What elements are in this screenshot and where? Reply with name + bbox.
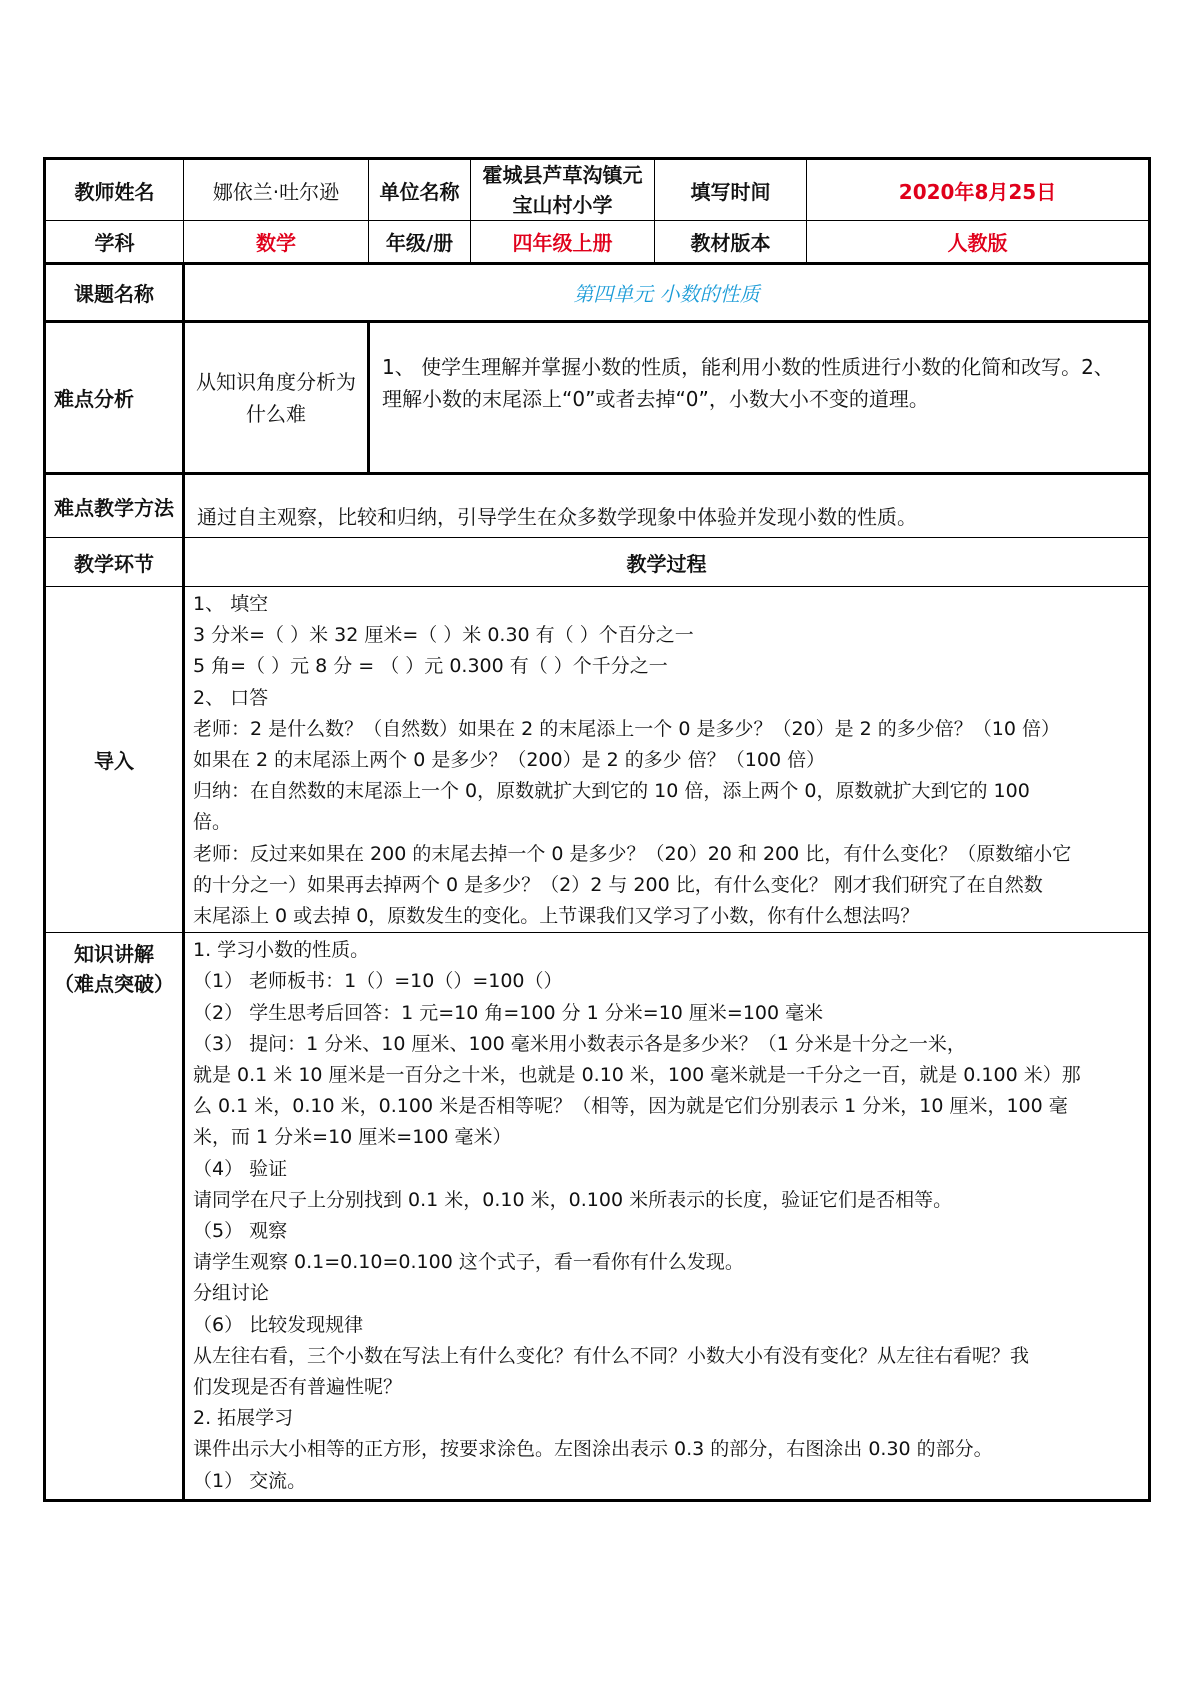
intro-line: 的十分之一）如果再去掉两个 0 是多少？（2）2 与 200 比，有什么变化？ 刚才我们研究了在自然数 bbox=[193, 873, 1043, 896]
teacher-name: 娜依兰·吐尔逊 bbox=[184, 159, 369, 221]
knowledge-line: （1） 老师板书：1（）=10（）=100（） bbox=[193, 970, 563, 993]
edition-value: 人教版 bbox=[807, 221, 1150, 264]
knowledge-line: 们发现是否有普遍性呢？ bbox=[193, 1376, 403, 1399]
knowledge-line: 分组讨论 bbox=[193, 1282, 270, 1305]
grade-value: 四年级上册 bbox=[471, 221, 655, 264]
intro-line: 倍。 bbox=[193, 811, 232, 834]
intro-line: 如果在 2 的末尾添上两个 0 是多少？（200）是 2 的多少 倍？（100 倍） bbox=[193, 749, 826, 772]
knowledge-line: （1） 交流。 bbox=[193, 1469, 307, 1492]
knowledge-line: （5） 观察 bbox=[193, 1220, 288, 1243]
method-label: 难点教学方法 bbox=[45, 474, 184, 538]
difficulty-row bbox=[45, 322, 1150, 474]
intro-line: 1、 填空 bbox=[193, 593, 269, 615]
difficulty-sublabel bbox=[184, 322, 369, 474]
knowledge-label-line1: 知识讲解 bbox=[74, 942, 154, 967]
knowledge-line: 米，而 1 分米=10 厘米=100 毫米） bbox=[193, 1126, 512, 1149]
knowledge-line: 请学生观察 0.1=0.10=0.100 这个式子，看一看你有什么发现。 bbox=[193, 1251, 744, 1274]
method-row bbox=[45, 474, 1150, 538]
knowledge-line: （3） 提问：1 分米、10 厘米、100 毫米用小数表示各是多少米？（1 分米是十分之一米， bbox=[193, 1032, 966, 1055]
subject-row bbox=[45, 221, 1150, 264]
edition-label: 教材版本 bbox=[655, 221, 807, 264]
intro-line: 末尾添上 0 或去掉 0，原数发生的变化。上节课我们又学习了小数，你有什么想法吗？ bbox=[193, 905, 920, 928]
intro-line: 老师：2 是什么数？（自然数）如果在 2 的末尾添上一个 0 是多少？（20）是 2 的多少倍？（10 倍） bbox=[193, 717, 1061, 740]
process-label: 教学过程 bbox=[184, 538, 1150, 587]
grade-label: 年级/册 bbox=[369, 221, 471, 264]
knowledge-label-line2: （难点突破） bbox=[54, 972, 174, 997]
teacher-label: 教师姓名 bbox=[45, 159, 184, 221]
process-header-row bbox=[45, 538, 1150, 587]
knowledge-line: 1. 学习小数的性质。 bbox=[193, 939, 370, 962]
lesson-plan-table bbox=[43, 157, 1151, 1502]
knowledge-line: （2） 学生思考后回答：1 元=10 角=100 分 1 分米=10 厘米=100 毫米 bbox=[193, 1001, 824, 1024]
knowledge-line: 2. 拓展学习 bbox=[193, 1407, 294, 1430]
difficulty-sublabel-line1: 从知识角度分析为 bbox=[196, 369, 356, 394]
header-row bbox=[45, 159, 1150, 221]
unit-label: 单位名称 bbox=[369, 159, 471, 221]
knowledge-line: 请同学在尺子上分别找到 0.1 米，0.10 米，0.100 米所表示的长度，验证它们是否相等。 bbox=[193, 1188, 953, 1211]
difficulty-label: 难点分析 bbox=[45, 322, 184, 474]
intro-line: 老师：反过来如果在 200 的末尾去掉一个 0 是多少？（20）20 和 200 比，有什么变化？（原数缩小它 bbox=[193, 842, 1072, 865]
intro-line: 3 分米=（ ）米 32 厘米=（ ）米 0.30 有（ ）个百分之一 bbox=[193, 624, 694, 647]
intro-label: 导入 bbox=[45, 587, 184, 933]
knowledge-line: 就是 0.1 米 10 厘米是一百分之十米，也就是 0.10 米，100 毫米就是一千分之一百，就是 0.100 米）那 bbox=[193, 1064, 1081, 1087]
knowledge-content bbox=[184, 933, 1150, 1501]
topic-row bbox=[45, 264, 1150, 322]
knowledge-line: （6） 比较发现规律 bbox=[193, 1313, 364, 1336]
intro-content bbox=[184, 587, 1150, 933]
difficulty-sublabel-line2: 什么难 bbox=[246, 401, 306, 426]
date-label: 填写时间 bbox=[655, 159, 807, 221]
knowledge-line: （4） 验证 bbox=[193, 1157, 288, 1180]
intro-line: 2、 口答 bbox=[193, 686, 269, 709]
intro-line: 5 角=（ ）元 8 分 = （ ）元 0.300 有（ ）个千分之一 bbox=[193, 655, 668, 678]
knowledge-label bbox=[45, 933, 184, 1501]
topic-label: 课题名称 bbox=[45, 264, 184, 322]
school-name-line1: 霍城县芦草沟镇元 bbox=[482, 163, 643, 187]
knowledge-row bbox=[45, 933, 1150, 1501]
intro-line: 归纳：在自然数的末尾添上一个 0，原数就扩大到它的 10 倍，添上两个 0，原数就扩大到它的 100 bbox=[193, 780, 1030, 803]
subject-label: 学科 bbox=[45, 221, 184, 264]
school-name-line2: 宝山村小学 bbox=[512, 193, 613, 217]
date-value: 2020年8月25日 bbox=[807, 159, 1150, 221]
stage-label: 教学环节 bbox=[45, 538, 184, 587]
school-name bbox=[471, 159, 655, 221]
intro-row bbox=[45, 587, 1150, 933]
knowledge-line: 从左往右看，三个小数在写法上有什么变化？有什么不同？小数大小有没有变化？从左往右看呢？我 bbox=[193, 1344, 1030, 1367]
method-text: 通过自主观察，比较和归纳，引导学生在众多数学现象中体验并发现小数的性质。 bbox=[184, 474, 1150, 538]
topic-value: 第四单元 小数的性质 bbox=[184, 264, 1150, 322]
subject-value: 数学 bbox=[184, 221, 369, 264]
difficulty-text: 1、 使学生理解并掌握小数的性质，能利用小数的性质进行小数的化简和改写。2、 理解小数的末尾添上“0”或者去掉“0”，小数大小不变的道理。 bbox=[369, 322, 1150, 474]
knowledge-line: 么 0.1 米，0.10 米，0.100 米是否相等呢？（相等，因为就是它们分别表示 1 分米，10 厘米，100 毫 bbox=[193, 1095, 1068, 1118]
knowledge-line: 课件出示大小相等的正方形，按要求涂色。左图涂出表示 0.3 的部分，右图涂出 0.30 的部分。 bbox=[193, 1438, 993, 1461]
